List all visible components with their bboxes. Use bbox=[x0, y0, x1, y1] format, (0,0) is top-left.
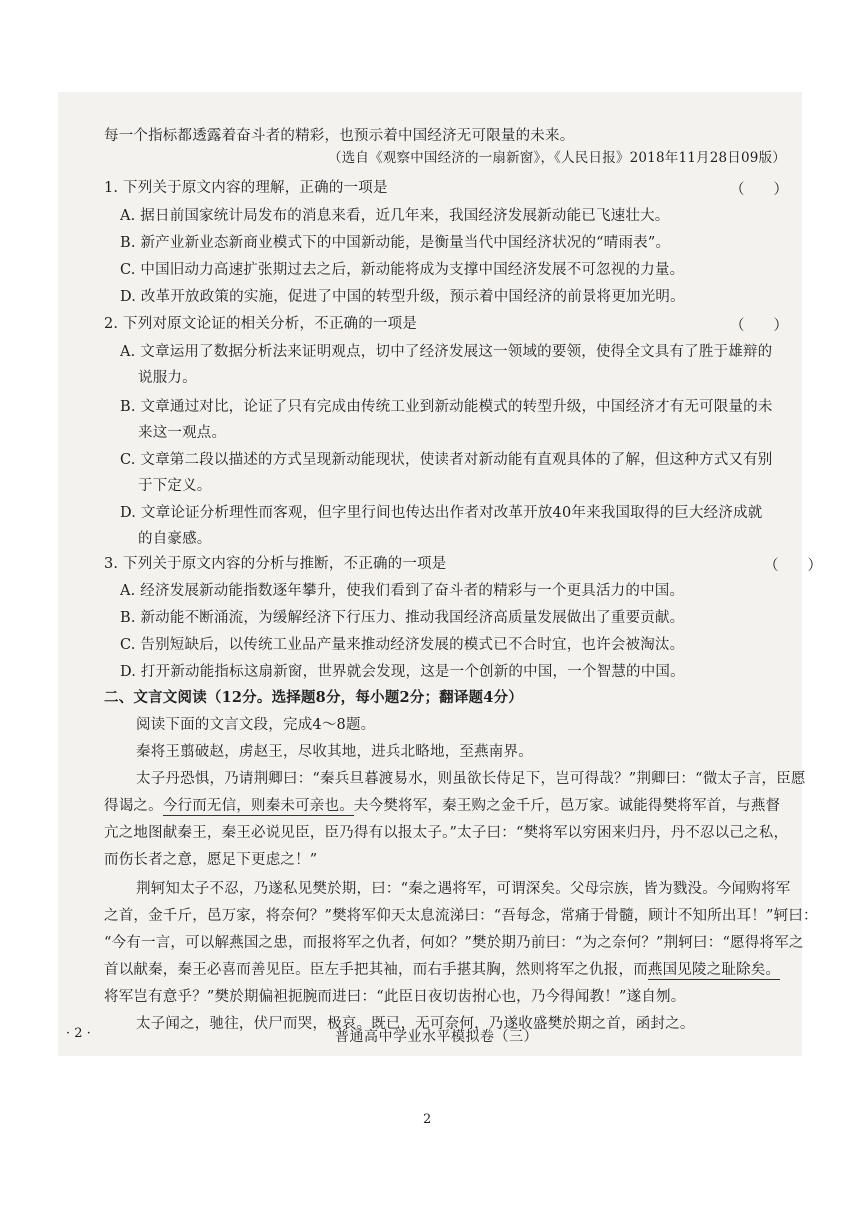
question-2-stem-pre: 2. 下列对原文论证的相关分析， bbox=[104, 316, 315, 332]
question-2-option-d-line1: D. 文章论证分析理性而客观，但字里行间也传达出作者对改革开放40年来我国取得的巨大经济成就 bbox=[120, 505, 763, 521]
question-2-answer-blank: （ ） bbox=[730, 318, 788, 334]
question-2-stem bbox=[104, 314, 417, 334]
question-3-stem bbox=[104, 554, 446, 574]
classical-text-paragraph-2-line1: 太子丹恐惧，乃请荆卿曰：“秦兵旦暮渡易水，则虽欲长侍足下，岂可得哉？”荆卿曰：“微太子言，臣愿 bbox=[136, 771, 806, 787]
question-2-option-d-line2: 的自豪感。 bbox=[138, 531, 212, 547]
question-2-stem-post: 的一项是 bbox=[358, 316, 418, 332]
classical-text-paragraph-3-line3: “今有一言，可以解燕国之患，而报将军之仇者，何如？”樊於期乃前曰：“为之奈何？”荆轲曰：“愿得将军之 bbox=[104, 935, 804, 951]
question-3-answer-blank: （ ） bbox=[764, 558, 822, 574]
emphasis-dots-not-correct: 不正确 • • bbox=[344, 556, 388, 572]
page-number: 2 bbox=[423, 1112, 432, 1127]
underlined-sentence-1: 今行而无信，则秦未可亲也。 bbox=[162, 798, 354, 814]
question-2-option-c-line1: C. 文章第二段以描述的方式呈现新动能现状，使读者对新动能有直观具体的了解，但这种方式又有别 bbox=[120, 452, 773, 468]
question-3-option-d: D. 打开新动能指标这扇新窗，世界就会发现，这是一个创新的中国，一个智慧的中国。 bbox=[120, 664, 685, 680]
question-2-option-a-line1: A. 文章运用了数据分析法来证明观点，切中了经济发展这一领域的要领，使得全文具有了胜于雄辩的 bbox=[120, 344, 773, 360]
question-1-stem: 1. 下列关于原文内容的理解，正确的一项是 bbox=[104, 180, 388, 196]
intro-line: 每一个指标都透露着奋斗者的精彩，也预示着中国经济无可限量的未来。 bbox=[104, 128, 575, 144]
question-3-option-c: C. 告别短缺后，以传统工业品产量来推动经济发展的模式已不合时宜，也许会被淘汰。 bbox=[120, 637, 685, 653]
p3-line4-pre: 首以献秦，秦王必喜而善见臣。臣左手把其袖，而右手揕其胸，然则将军之仇报，而 bbox=[104, 962, 648, 978]
question-3-option-a: A. 经济发展新动能指数逐年攀升，使我们看到了奋斗者的精彩与一个更具活力的中国。 bbox=[120, 583, 685, 599]
question-2-option-c-line2: 于下定义。 bbox=[138, 478, 212, 494]
classical-text-paragraph-2-line4: 而伤长者之意，愿足下更虑之！” bbox=[104, 852, 318, 868]
classical-text-paragraph-4: 太子闻之，驰往，伏尸而哭，极哀。既已，无可奈何，乃遂收盛樊於期之首，函封之。 bbox=[136, 1016, 695, 1032]
question-1-option-c: C. 中国旧动力高速扩张期过去之后，新动能将成为支撑中国经济发展不可忽视的力量。 bbox=[120, 262, 685, 278]
question-2-option-b-line2: 来这一观点。 bbox=[138, 425, 227, 441]
question-2-option-b-line1: B. 文章通过对比，论证了只有完成由传统工业到新动能模式的转型升级，中国经济才有无可限量的未 bbox=[120, 399, 773, 415]
question-1-option-d: D. 改革开放政策的实施，促进了中国的转型升级，预示着中国经济的前景将更加光明。 bbox=[120, 289, 685, 305]
question-3-stem-pre: 3. 下列关于原文内容的分析与推断， bbox=[104, 556, 344, 572]
question-2-option-a-line2: 说服力。 bbox=[138, 370, 197, 386]
question-1-answer-blank: （ ） bbox=[730, 182, 788, 198]
classical-text-paragraph-3-line1: 荆轲知太子不忍，乃遂私见樊於期，曰：“秦之遇将军，可谓深矣。父母宗族，皆为戮没。今闻购将军 bbox=[136, 881, 791, 897]
classical-text-paragraph-2-line3: 亢之地图献秦王，秦王必说见臣，臣乃得有以报太子。”太子曰：“樊将军以穷困来归丹，丹不忍以己之私， bbox=[104, 825, 789, 841]
question-3-option-b: B. 新动能不断涌流，为缓解经济下行压力、推动我国经济高质量发展做出了重要贡献。 bbox=[120, 610, 685, 626]
classical-text-paragraph-3-line5: 将军岂有意乎？”樊於期偏袒扼腕而进曰：“此臣日夜切齿拊心也，乃今得闻教！”遂自刎。 bbox=[104, 989, 686, 1005]
underlined-sentence-2: 燕国见陵之耻除矣。 bbox=[647, 962, 781, 978]
scanned-exam-page bbox=[58, 92, 822, 1056]
section-2-instruction: 阅读下面的文言文段，完成4～8题。 bbox=[136, 717, 376, 733]
question-3-stem-post: 的一项是 bbox=[387, 556, 447, 572]
classical-text-paragraph-3-line4 bbox=[104, 960, 780, 980]
emphasis-dots-not-correct: 不正确 • • bbox=[314, 316, 358, 332]
section-2-title: 二、文言文阅读（12分。选择题8分，每小题2分；翻译题4分） bbox=[104, 689, 523, 706]
footer-exam-title: 普通高中学业水平模拟卷（三） bbox=[335, 1029, 538, 1045]
classical-text-paragraph-3-line2: 之首，金千斤，邑万家，将奈何？”樊将军仰天太息流涕曰：“吾每念，常痛于骨髓，顾计不知所出耳！”轲曰： bbox=[104, 908, 818, 924]
question-1-option-b: B. 新产业新业态新商业模式下的中国新动能，是衡量当代中国经济状况的“晴雨表”。 bbox=[120, 235, 671, 251]
classical-text-paragraph-2-line2 bbox=[104, 796, 780, 816]
footer-page-marker: · 2 · bbox=[66, 1026, 91, 1041]
classical-text-paragraph-1: 秦将王翦破赵，虏赵王，尽收其地，进兵北略地，至燕南界。 bbox=[136, 744, 533, 760]
p2-line2-post: 夫今樊将军，秦王购之金千斤，邑万家。诚能得樊将军首，与燕督 bbox=[353, 798, 781, 814]
p2-line2-pre: 得谒之。 bbox=[104, 798, 163, 814]
source-citation: （选自《观察中国经济的一扇新窗》，《人民日报》2018年11月28日09版） bbox=[328, 150, 786, 166]
question-1-option-a: A. 据日前国家统计局发布的消息来看，近几年来，我国经济发展新动能已飞速壮大。 bbox=[120, 208, 670, 224]
